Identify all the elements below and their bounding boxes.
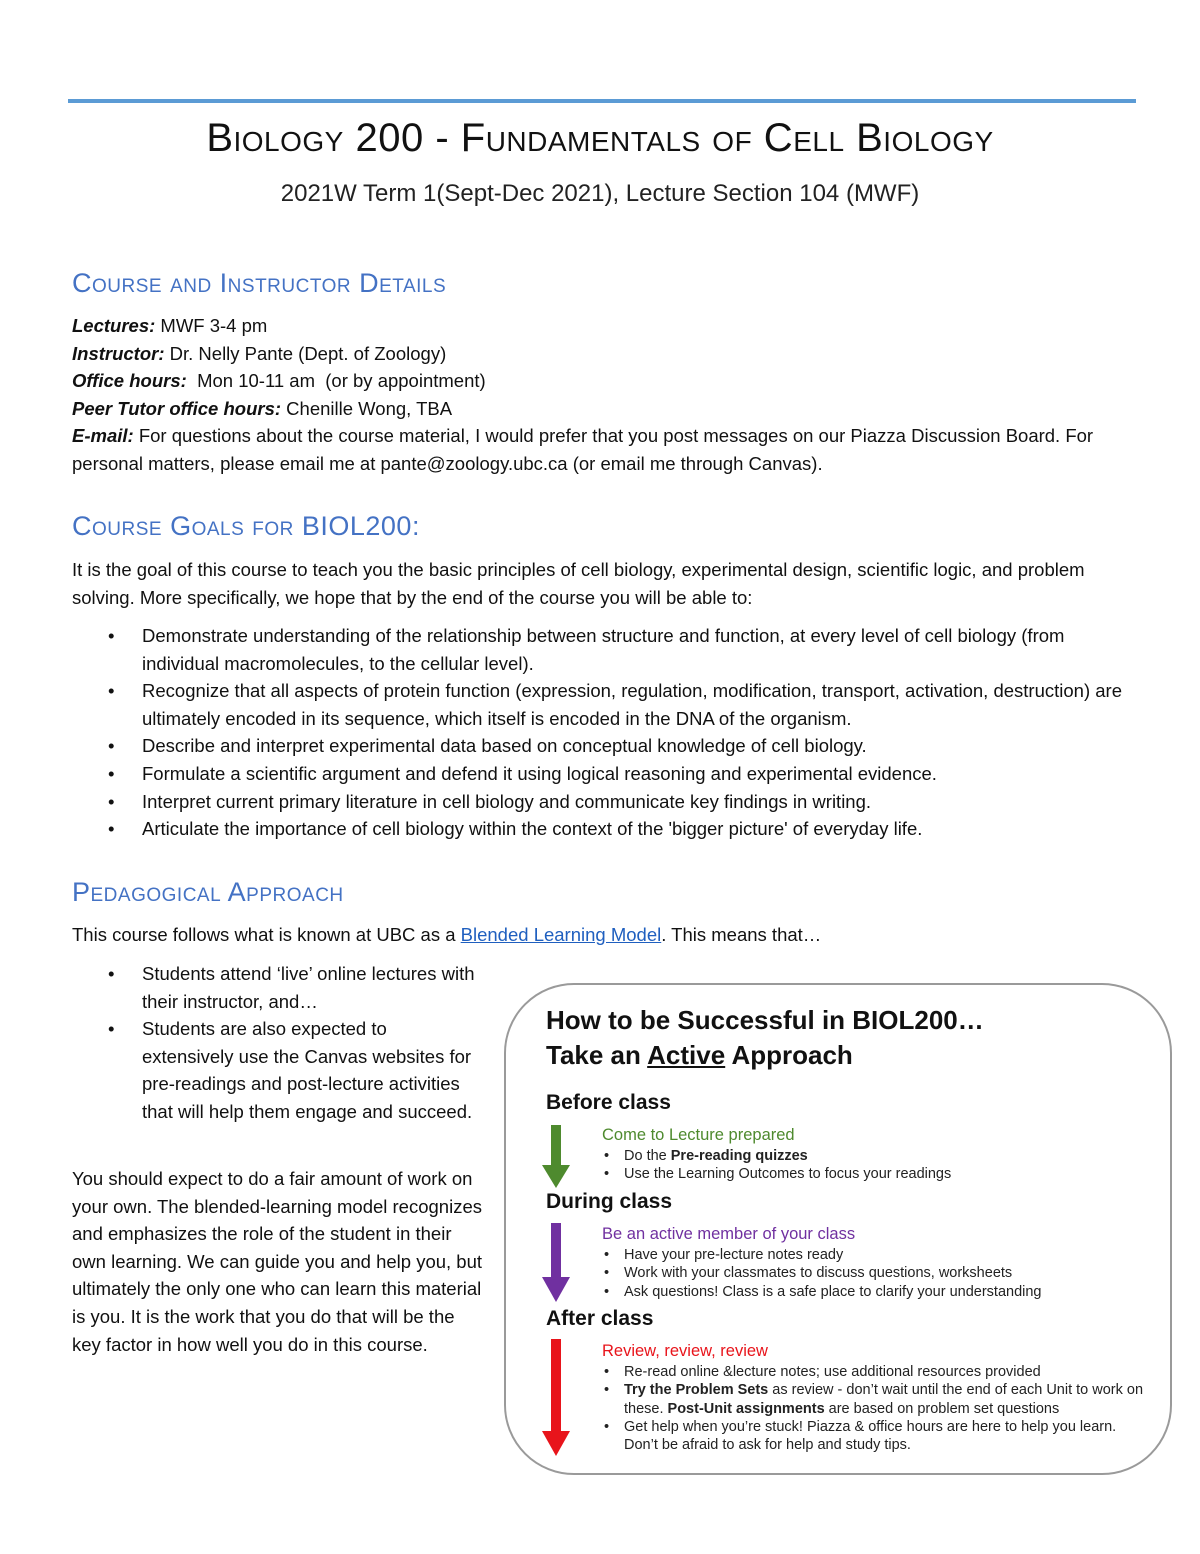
before-arrow-icon xyxy=(540,1125,572,1189)
pedagogy-intro-end: . This means that… xyxy=(661,924,822,945)
after-item2-bold: Try the Problem Sets xyxy=(624,1382,769,1399)
after-item: • Re-read online &lecture notes; use additional resources provided xyxy=(604,1364,1041,1380)
page-subtitle: 2021W Term 1(Sept-Dec 2021), Lecture Section 104 (MWF) xyxy=(280,180,920,207)
bullet-icon: • xyxy=(108,1018,115,1040)
after-item1-text: Re-read online &lecture notes; use additional resources provided xyxy=(624,1364,1041,1380)
instructor-line xyxy=(72,340,1132,368)
success-infographic xyxy=(504,983,1172,1475)
title-line2-pre: Take an xyxy=(546,1040,648,1070)
goal-item xyxy=(72,622,1136,677)
goal-item-text: Interpret current primary literature in cell biology and communicate key findings in writing. xyxy=(142,790,872,812)
after-item3-text: Get help when you’re stuck! Piazza & office hours are here to help you learn. Don’t be afraid to ask for help and study tips. xyxy=(624,1418,1117,1454)
bullet-icon: • xyxy=(108,762,115,784)
lectures-label: Lectures: xyxy=(72,315,156,336)
before-item: • Use the Learning Outcomes to focus your readings xyxy=(604,1166,952,1183)
goal-item xyxy=(72,760,1136,788)
before-item: • Do the Pre-reading quizzes xyxy=(604,1148,808,1164)
goals-intro: It is the goal of this course to teach you the basic principles of cell biology, experimental design, scientific logic, and problem solving. More specifically, we hope that by the end of the course you will be able to: xyxy=(72,559,1085,608)
email-value: For questions about the course material, I would prefer that you post messages on our Piazza Discussion Board. For personal matters, please email me at pante@zoology.ubc.ca (or email me through Canvas). xyxy=(72,425,1094,474)
lectures-line xyxy=(72,312,1132,340)
pedagogy-closing: You should expect to do a fair amount of work on your own. The blended-learning model recognizes and emphasizes the role of the student in their own learning. We can guide you and help you, but ultimately the only one who can learn this material is you. It is the work that you do that will be the key factor in how well you do in this course. xyxy=(72,1168,483,1355)
bullet-icon: • xyxy=(108,963,115,984)
pedagogy-item-text: Students attend ‘live’ online lectures with their instructor, and… xyxy=(142,963,475,1012)
instructor-label: Instructor: xyxy=(72,342,165,364)
infographic-title-line2 xyxy=(546,1038,984,1073)
after-arrow-icon xyxy=(540,1339,572,1457)
goal-item-text: Articulate the importance of cell biology within the context of the 'bigger picture' of everyday life. xyxy=(142,818,923,840)
bullet-icon: • xyxy=(108,818,115,840)
after-item: • Try the Problem Sets as review - don’t wait until the end of each Unit to work on these. Post-Unit assignments are based on problem set questions xyxy=(604,1382,1144,1417)
course-goals-heading: Course Goals for BIOL200: xyxy=(72,511,420,541)
pedagogy-intro xyxy=(72,921,1132,949)
during-item3-text: Ask questions! Class is a safe place to clarify your understanding xyxy=(624,1283,1042,1300)
office-hours-value: Mon 10-11 am (or by appointment) xyxy=(186,370,486,392)
bullet-icon: • xyxy=(108,790,115,812)
after-subheading: Review, review, review xyxy=(602,1342,768,1360)
peer-tutor-line xyxy=(72,395,1132,423)
during-item: • Ask questions! Class is a safe place to clarify your understanding xyxy=(604,1283,1042,1300)
pedagogy-list xyxy=(72,960,482,1126)
after-item2-bold2: Post-Unit assignments xyxy=(667,1400,825,1417)
office-hours-line xyxy=(72,367,1132,395)
during-class-label: During class xyxy=(546,1190,673,1213)
blended-learning-link[interactable]: Blended Learning Model xyxy=(460,924,662,945)
after-list xyxy=(602,1363,1150,1454)
page-title: Biology 200 - Fundamentals of Cell Biology xyxy=(206,116,994,160)
during-subheading: Be an active member of your class xyxy=(602,1225,856,1243)
office-hours-label: Office hours: xyxy=(72,370,187,392)
course-details-heading: Course and Instructor Details xyxy=(72,268,447,298)
goal-item-text: Formulate a scientific argument and defend it using logical reasoning and experimental evidence. xyxy=(142,762,937,784)
bullet-icon: • xyxy=(108,680,115,702)
pedagogy-item xyxy=(72,1015,482,1125)
goal-item xyxy=(72,677,1136,732)
title-line2-active: Active xyxy=(647,1040,726,1070)
lectures-value: MWF 3-4 pm xyxy=(155,315,268,336)
infographic-title-line1: How to be Successful in BIOL200… xyxy=(546,1005,984,1035)
infographic-title xyxy=(546,1003,984,1073)
pedagogy-item xyxy=(72,960,482,1015)
bullet-icon: • xyxy=(108,625,115,646)
title-line2-post: Approach xyxy=(725,1040,853,1070)
goal-item-text: Recognize that all aspects of protein function (expression, regulation, modification, transport, activation, destruction) are ultimately encoded in its sequence, which itself is encoded in the DNA of the organism. xyxy=(142,680,1122,729)
during-item: • Have your pre-lecture notes ready xyxy=(604,1247,844,1263)
pedagogy-item-text: Students are also expected to extensively use the Canvas websites for pre-readings and post-lecture activities that will help them engage and succeed. xyxy=(142,1018,473,1122)
before-item1-text: Do the xyxy=(624,1148,671,1164)
before-class-label: Before class xyxy=(546,1091,671,1114)
goal-item xyxy=(72,815,1136,843)
peer-tutor-label: Peer Tutor office hours: xyxy=(72,397,282,419)
after-item2-end: are based on problem set questions xyxy=(824,1400,1060,1417)
during-item1-text: Have your pre-lecture notes ready xyxy=(624,1247,844,1263)
before-item2-text: Use the Learning Outcomes to focus your readings xyxy=(624,1166,952,1183)
goal-item-text: Describe and interpret experimental data based on conceptual knowledge of cell biology. xyxy=(142,735,867,757)
before-subheading: Come to Lecture prepared xyxy=(602,1126,795,1144)
after-item: • Get help when you’re stuck! Piazza & office hours are here to help you learn. Don’t be afraid to ask for help and study tips. xyxy=(604,1418,1117,1454)
goal-item-text: Demonstrate understanding of the relationship between structure and function, at every level of cell biology (from individual macromolecules, to the cellular level). xyxy=(142,625,1065,674)
instructor-value: Dr. Nelly Pante (Dept. of Zoology) xyxy=(164,342,447,364)
email-line xyxy=(72,422,1132,477)
pedagogy-heading: Pedagogical Approach xyxy=(72,877,344,907)
during-arrow-icon xyxy=(540,1223,572,1303)
during-item: • Work with your classmates to discuss questions, worksheets xyxy=(604,1265,1013,1282)
top-rule xyxy=(68,99,1136,103)
pedagogy-intro-text: This course follows what is known at UBC as a xyxy=(72,924,461,945)
goal-item xyxy=(72,732,1136,760)
email-label: E-mail: xyxy=(72,425,134,447)
bullet-icon: • xyxy=(108,735,115,757)
after-item2-mid: as review - don’t wait until the end of each Unit to work on these. xyxy=(624,1382,1144,1417)
before-item1-bold: Pre-reading quizzes xyxy=(670,1148,808,1164)
course-details xyxy=(72,312,1132,478)
during-item2-text: Work with your classmates to discuss questions, worksheets xyxy=(624,1265,1013,1282)
before-list xyxy=(602,1147,951,1184)
during-list xyxy=(602,1246,1042,1301)
goals-list xyxy=(72,622,1136,843)
after-class-label: After class xyxy=(546,1307,654,1330)
goal-item xyxy=(72,788,1136,816)
peer-tutor-value: Chenille Wong, TBA xyxy=(281,397,453,419)
